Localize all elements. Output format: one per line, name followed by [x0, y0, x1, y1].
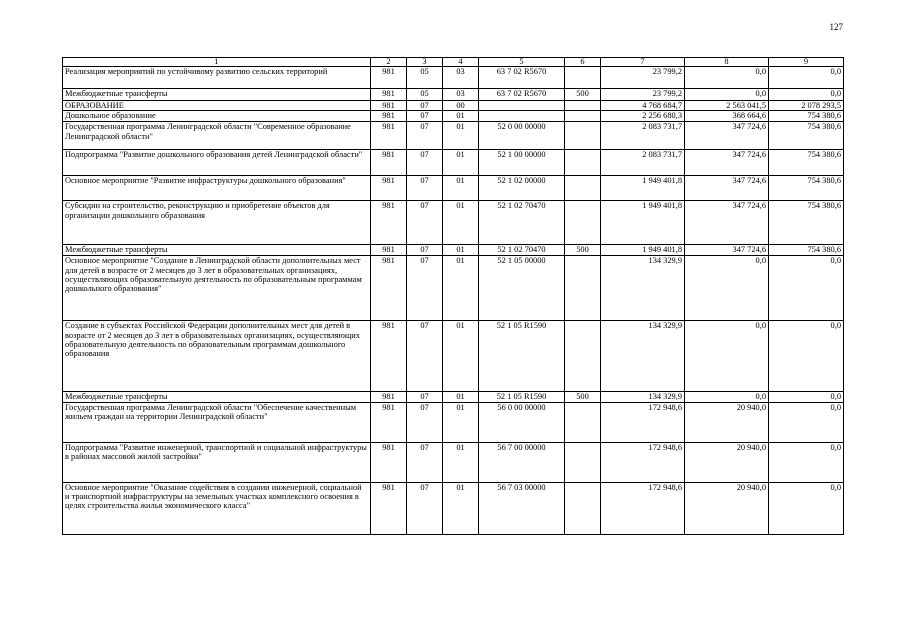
row-name: Межбюджетные трансферты — [63, 245, 371, 256]
header-row — [63, 58, 844, 67]
row-vr-code: 500 — [565, 245, 601, 256]
row-gr-code: 981 — [371, 111, 407, 122]
row-value-3: 0,0 — [769, 321, 844, 392]
row-pr-code: 01 — [443, 442, 479, 482]
table-row — [63, 176, 844, 201]
row-gr-code: 981 — [371, 89, 407, 101]
row-value-3: 0,0 — [769, 67, 844, 89]
row-name: ОБРАЗОВАНИЕ — [63, 101, 371, 111]
row-cs-code — [479, 101, 565, 111]
table-row — [63, 392, 844, 402]
row-value-2: 20 940,0 — [685, 482, 769, 534]
table-row — [63, 67, 844, 89]
row-name: Подпрограмма "Развитие инженерной, транспортной и социальной инфраструктуры в районах массовой жилой застройки" — [63, 442, 371, 482]
row-rz-code: 07 — [407, 176, 443, 201]
row-vr-code — [565, 150, 601, 176]
row-value-3: 754 380,6 — [769, 111, 844, 122]
row-rz-code: 07 — [407, 321, 443, 392]
table-row — [63, 482, 844, 534]
row-value-2: 0,0 — [685, 89, 769, 101]
column-number: 7 — [601, 58, 685, 67]
table-row — [63, 442, 844, 482]
row-name: Основное мероприятие "Оказание содействия в создании инженерной, социальной и транспортной инфраструктуры на земельных участках комплексного освоения в целях строительства жилья экономического класса" — [63, 482, 371, 534]
row-value-3: 0,0 — [769, 442, 844, 482]
row-name: Межбюджетные трансферты — [63, 89, 371, 101]
table-row — [63, 201, 844, 245]
row-value-3: 0,0 — [769, 402, 844, 442]
row-vr-code — [565, 101, 601, 111]
row-gr-code: 981 — [371, 256, 407, 321]
table-row — [63, 402, 844, 442]
column-number: 8 — [685, 58, 769, 67]
row-pr-code: 01 — [443, 245, 479, 256]
row-pr-code: 01 — [443, 150, 479, 176]
row-value-3: 0,0 — [769, 482, 844, 534]
row-value-2: 2 563 041,5 — [685, 101, 769, 111]
row-pr-code: 01 — [443, 256, 479, 321]
row-cs-code: 63 7 02 R5670 — [479, 89, 565, 101]
row-vr-code — [565, 122, 601, 150]
column-number: 6 — [565, 58, 601, 67]
row-name: Субсидии на строительство, реконструкцию и приобретение объектов для организации дошкольного образования — [63, 201, 371, 245]
row-pr-code: 01 — [443, 201, 479, 245]
row-value-3: 754 380,6 — [769, 245, 844, 256]
row-value-3: 754 380,6 — [769, 201, 844, 245]
row-gr-code: 981 — [371, 442, 407, 482]
row-pr-code: 01 — [443, 122, 479, 150]
row-vr-code — [565, 201, 601, 245]
row-name: Подпрограмма "Развитие дошкольного образования детей Ленинградской области" — [63, 150, 371, 176]
row-pr-code: 01 — [443, 482, 479, 534]
row-cs-code — [479, 111, 565, 122]
row-vr-code — [565, 67, 601, 89]
row-name: Дошкольное образование — [63, 111, 371, 122]
row-cs-code: 52 1 02 70470 — [479, 201, 565, 245]
row-vr-code — [565, 321, 601, 392]
row-value-1: 23 799,2 — [601, 89, 685, 101]
table-row — [63, 150, 844, 176]
row-value-1: 172 948,6 — [601, 402, 685, 442]
row-value-2: 20 940,0 — [685, 442, 769, 482]
row-vr-code — [565, 402, 601, 442]
row-cs-code: 52 1 02 70470 — [479, 245, 565, 256]
row-value-3: 754 380,6 — [769, 176, 844, 201]
row-gr-code: 981 — [371, 402, 407, 442]
row-cs-code: 56 7 00 00000 — [479, 442, 565, 482]
row-rz-code: 07 — [407, 392, 443, 402]
page-number: 127 — [829, 22, 843, 32]
row-value-1: 134 329,9 — [601, 256, 685, 321]
row-rz-code: 05 — [407, 67, 443, 89]
row-cs-code: 52 1 02 00000 — [479, 176, 565, 201]
table-row — [63, 101, 844, 111]
row-value-1: 1 949 401,8 — [601, 245, 685, 256]
row-pr-code: 00 — [443, 101, 479, 111]
row-gr-code: 981 — [371, 122, 407, 150]
row-value-2: 0,0 — [685, 256, 769, 321]
row-value-1: 134 329,9 — [601, 392, 685, 402]
row-pr-code: 01 — [443, 402, 479, 442]
row-value-1: 172 948,6 — [601, 442, 685, 482]
row-rz-code: 07 — [407, 402, 443, 442]
column-number: 9 — [769, 58, 844, 67]
row-pr-code: 01 — [443, 111, 479, 122]
row-pr-code: 03 — [443, 89, 479, 101]
row-cs-code: 52 1 05 R1590 — [479, 321, 565, 392]
row-vr-code — [565, 111, 601, 122]
row-rz-code: 07 — [407, 245, 443, 256]
table-row — [63, 111, 844, 122]
row-gr-code: 981 — [371, 67, 407, 89]
row-vr-code — [565, 482, 601, 534]
budget-table — [62, 57, 844, 535]
row-name: Создание в субъектах Российской Федерации дополнительных мест для детей в возрасте от 2 месяцев до 3 лет в образовательных организациях, осуществляющих образовательную деятельность по образовательным программам дошкольного образования — [63, 321, 371, 392]
row-value-3: 754 380,6 — [769, 150, 844, 176]
row-value-2: 368 664,6 — [685, 111, 769, 122]
row-value-2: 0,0 — [685, 67, 769, 89]
row-value-2: 347 724,6 — [685, 201, 769, 245]
row-gr-code: 981 — [371, 101, 407, 111]
row-rz-code: 07 — [407, 111, 443, 122]
row-value-3: 0,0 — [769, 256, 844, 321]
row-pr-code: 01 — [443, 392, 479, 402]
row-value-2: 347 724,6 — [685, 150, 769, 176]
row-value-1: 2 083 731,7 — [601, 122, 685, 150]
row-value-1: 1 949 401,8 — [601, 176, 685, 201]
table-row — [63, 321, 844, 392]
row-value-1: 134 329,9 — [601, 321, 685, 392]
row-pr-code: 01 — [443, 176, 479, 201]
row-vr-code — [565, 256, 601, 321]
row-value-1: 23 799,2 — [601, 67, 685, 89]
column-number: 2 — [371, 58, 407, 67]
row-gr-code: 981 — [371, 392, 407, 402]
row-vr-code: 500 — [565, 89, 601, 101]
column-number: 1 — [63, 58, 371, 67]
row-gr-code: 981 — [371, 482, 407, 534]
table-row — [63, 245, 844, 256]
row-gr-code: 981 — [371, 150, 407, 176]
row-name: Реализация мероприятий по устойчивому развитию сельских территорий — [63, 67, 371, 89]
row-vr-code — [565, 176, 601, 201]
row-value-2: 0,0 — [685, 321, 769, 392]
row-name: Государственная программа Ленинградской области "Современное образование Ленинградской области" — [63, 122, 371, 150]
row-gr-code: 981 — [371, 176, 407, 201]
row-value-1: 2 256 680,3 — [601, 111, 685, 122]
row-cs-code: 52 1 05 R1590 — [479, 392, 565, 402]
row-gr-code: 981 — [371, 321, 407, 392]
table-row — [63, 122, 844, 150]
row-name: Государственная программа Ленинградской области "Обеспечение качественным жильем граждан на территории Ленинградской области" — [63, 402, 371, 442]
row-gr-code: 981 — [371, 245, 407, 256]
row-value-1: 172 948,6 — [601, 482, 685, 534]
row-cs-code: 63 7 02 R5670 — [479, 67, 565, 89]
row-rz-code: 07 — [407, 442, 443, 482]
row-pr-code: 01 — [443, 321, 479, 392]
row-value-2: 347 724,6 — [685, 245, 769, 256]
column-number: 3 — [407, 58, 443, 67]
column-number: 4 — [443, 58, 479, 67]
row-value-2: 20 940,0 — [685, 402, 769, 442]
row-rz-code: 07 — [407, 482, 443, 534]
table-row — [63, 89, 844, 101]
table-row — [63, 256, 844, 321]
row-rz-code: 07 — [407, 150, 443, 176]
row-cs-code: 52 0 00 00000 — [479, 122, 565, 150]
row-rz-code: 05 — [407, 89, 443, 101]
row-rz-code: 07 — [407, 201, 443, 245]
row-name: Основное мероприятие "Создание в Ленинградской области дополнительных мест для детей в возрасте от 2 месяцев до 3 лет в образовательных организациях, осуществляющих образовательную деятельность по образовательным программам дошкольного образования" — [63, 256, 371, 321]
row-cs-code: 52 1 05 00000 — [479, 256, 565, 321]
row-value-3: 0,0 — [769, 89, 844, 101]
row-value-3: 0,0 — [769, 392, 844, 402]
row-value-3: 754 380,6 — [769, 122, 844, 150]
row-value-1: 2 083 731,7 — [601, 150, 685, 176]
row-name: Основное мероприятие "Развитие инфраструктуры дошкольного образования" — [63, 176, 371, 201]
row-vr-code: 500 — [565, 392, 601, 402]
row-value-1: 4 768 684,7 — [601, 101, 685, 111]
row-gr-code: 981 — [371, 201, 407, 245]
row-name: Межбюджетные трансферты — [63, 392, 371, 402]
row-cs-code: 52 1 00 00000 — [479, 150, 565, 176]
column-number: 5 — [479, 58, 565, 67]
row-cs-code: 56 0 00 00000 — [479, 402, 565, 442]
row-vr-code — [565, 442, 601, 482]
row-rz-code: 07 — [407, 256, 443, 321]
row-value-2: 0,0 — [685, 392, 769, 402]
row-rz-code: 07 — [407, 101, 443, 111]
row-value-3: 2 078 293,5 — [769, 101, 844, 111]
row-rz-code: 07 — [407, 122, 443, 150]
row-value-1: 1 949 401,8 — [601, 201, 685, 245]
row-value-2: 347 724,6 — [685, 122, 769, 150]
row-cs-code: 56 7 03 00000 — [479, 482, 565, 534]
row-pr-code: 03 — [443, 67, 479, 89]
row-value-2: 347 724,6 — [685, 176, 769, 201]
